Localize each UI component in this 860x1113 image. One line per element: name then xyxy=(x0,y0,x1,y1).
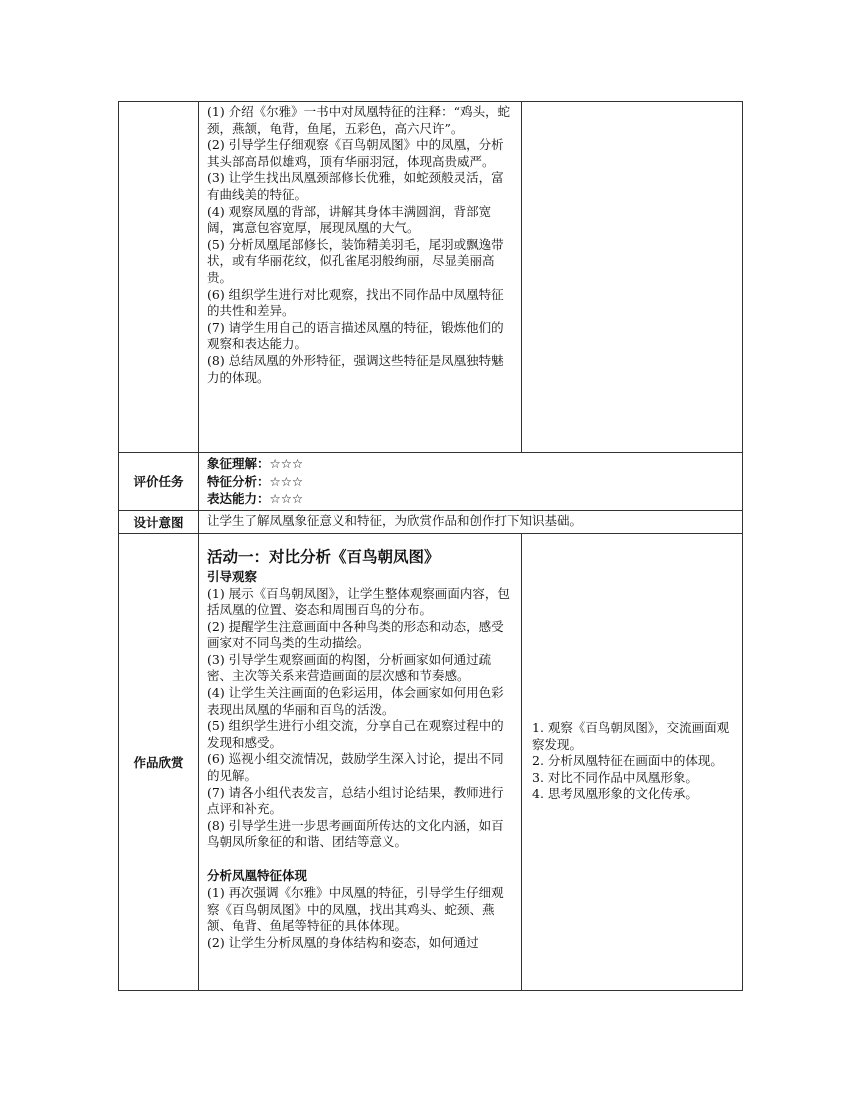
appreciation-label: 作品欣赏 xyxy=(119,533,199,990)
observation-item: (8) 引导学生进一步思考画面所传达的文化内涵，如百鸟朝凤所象征的和谐、团结等意义。 xyxy=(207,817,504,850)
evaluation-item: 象征理解：☆☆☆ xyxy=(207,456,304,471)
student-activity-item: 3. 对比不同作品中凤凰形象。 xyxy=(532,769,698,785)
process-item: (5) 分析凤凰尾部修长，装饰精美羽毛，尾羽或飘逸带状，或有华丽花纹，似孔雀尾羽般绚丽，尽显美丽高贵。 xyxy=(207,236,504,285)
student-activity-item: 2. 分析凤凰特征在画面中的体现。 xyxy=(532,753,723,769)
process-item: (3) 让学生找出凤凰颈部修长优雅，如蛇颈般灵活，富有曲线美的特征。 xyxy=(207,170,504,202)
process-item: (4) 观察凤凰的背部，讲解其身体丰满圆润，背部宽阔，寓意包容宽厚，展现凤凰的大气。 xyxy=(207,203,492,236)
evaluation-cell xyxy=(199,453,743,511)
evaluation-label: 评价任务 xyxy=(119,453,199,511)
spacer xyxy=(207,851,515,867)
star-rating: ☆☆☆ xyxy=(269,491,304,506)
teaching-process-row xyxy=(119,102,743,453)
appreciation-row xyxy=(119,533,743,990)
row-label-empty xyxy=(119,102,199,453)
star-rating: ☆☆☆ xyxy=(269,456,304,471)
observation-item: (7) 请各小组代表发言，总结小组讨论结果，教师进行点评和补充。 xyxy=(207,784,504,817)
lesson-plan-table xyxy=(118,101,743,991)
process-item: (8) 总结凤凰的外形特征，强调这些特征是凤凰独特魅力的体现。 xyxy=(207,352,504,385)
observation-item: (6) 巡视小组交流情况，鼓励学生深入讨论，提出不同的见解。 xyxy=(207,751,504,784)
design-intent-text: 让学生了解凤凰象征意义和特征，为欣赏作品和创作打下知识基础。 xyxy=(199,510,743,533)
design-intent-label: 设计意图 xyxy=(119,510,199,533)
student-activities-cell xyxy=(522,533,743,990)
observation-item: (1) 展示《百鸟朝凤图》，让学生整体观察画面内容，包括凤凰的位置、姿态和周围百鸟的分布。 xyxy=(207,585,510,618)
evaluation-item: 表达能力：☆☆☆ xyxy=(207,491,304,506)
process-item: (6) 组织学生进行对比观察，找出不同作品中凤凰特征的共性和差异。 xyxy=(207,286,504,319)
observation-item: (2) 提醒学生注意画面中各种鸟类的形态和动态，感受画家对不同鸟类的生动描绘。 xyxy=(207,618,504,651)
evaluation-item: 特征分析：☆☆☆ xyxy=(207,473,304,489)
process-item: (7) 请学生用自己的语言描述凤凰的特征，锻炼他们的观察和表达能力。 xyxy=(207,319,504,352)
activity-title: 活动一：对比分析《百鸟朝凤图》 xyxy=(207,547,440,566)
student-activity-empty xyxy=(522,102,743,453)
observation-item: (5) 组织学生进行小组交流，分享自己在观察过程中的发现和感受。 xyxy=(207,718,504,750)
process-item: (2) 引导学生仔细观察《百鸟朝凤图》中的凤凰，分析其头部高昂似雄鸡，顶有华丽羽冠，体现高贵威严。 xyxy=(207,137,504,169)
evaluation-row xyxy=(119,453,743,511)
appreciation-process-cell xyxy=(199,533,522,990)
teaching-process-cell xyxy=(199,102,522,453)
student-activity-item: 4. 思考凤凰形象的文化传承。 xyxy=(532,786,698,802)
observation-item: (4) 让学生关注画面的色彩运用，体会画家如何用色彩表现出凤凰的华丽和百鸟的活泼。 xyxy=(207,685,504,717)
analysis-item: (2) 让学生分析凤凰的身体结构和姿态，如何通过 xyxy=(207,934,479,950)
analysis-item: (1) 再次强调《尔雅》中凤凰的特征，引导学生仔细观察《百鸟朝凤图》中的凤凰，找出其鸡头、蛇颈、燕颔、龟背、鱼尾等特征的具体体现。 xyxy=(207,885,504,934)
section-title-guided-observation: 引导观察 xyxy=(207,568,258,584)
student-activity-item: 1. 观察《百鸟朝凤图》，交流画面观察发现。 xyxy=(532,720,730,752)
star-rating: ☆☆☆ xyxy=(269,473,304,489)
process-item: (1) 介绍《尔雅》一书中对凤凰特征的注释：“鸡头，蛇颈，燕颔，龟背，鱼尾，五彩色，高六尺许”。 xyxy=(207,104,511,136)
design-intent-row xyxy=(119,510,743,533)
observation-item: (3) 引导学生观察画面的构图，分析画家如何通过疏密、主次等关系来营造画面的层次感和节奏感。 xyxy=(207,651,492,684)
section-title-feature-analysis: 分析凤凰特征体现 xyxy=(207,868,308,883)
